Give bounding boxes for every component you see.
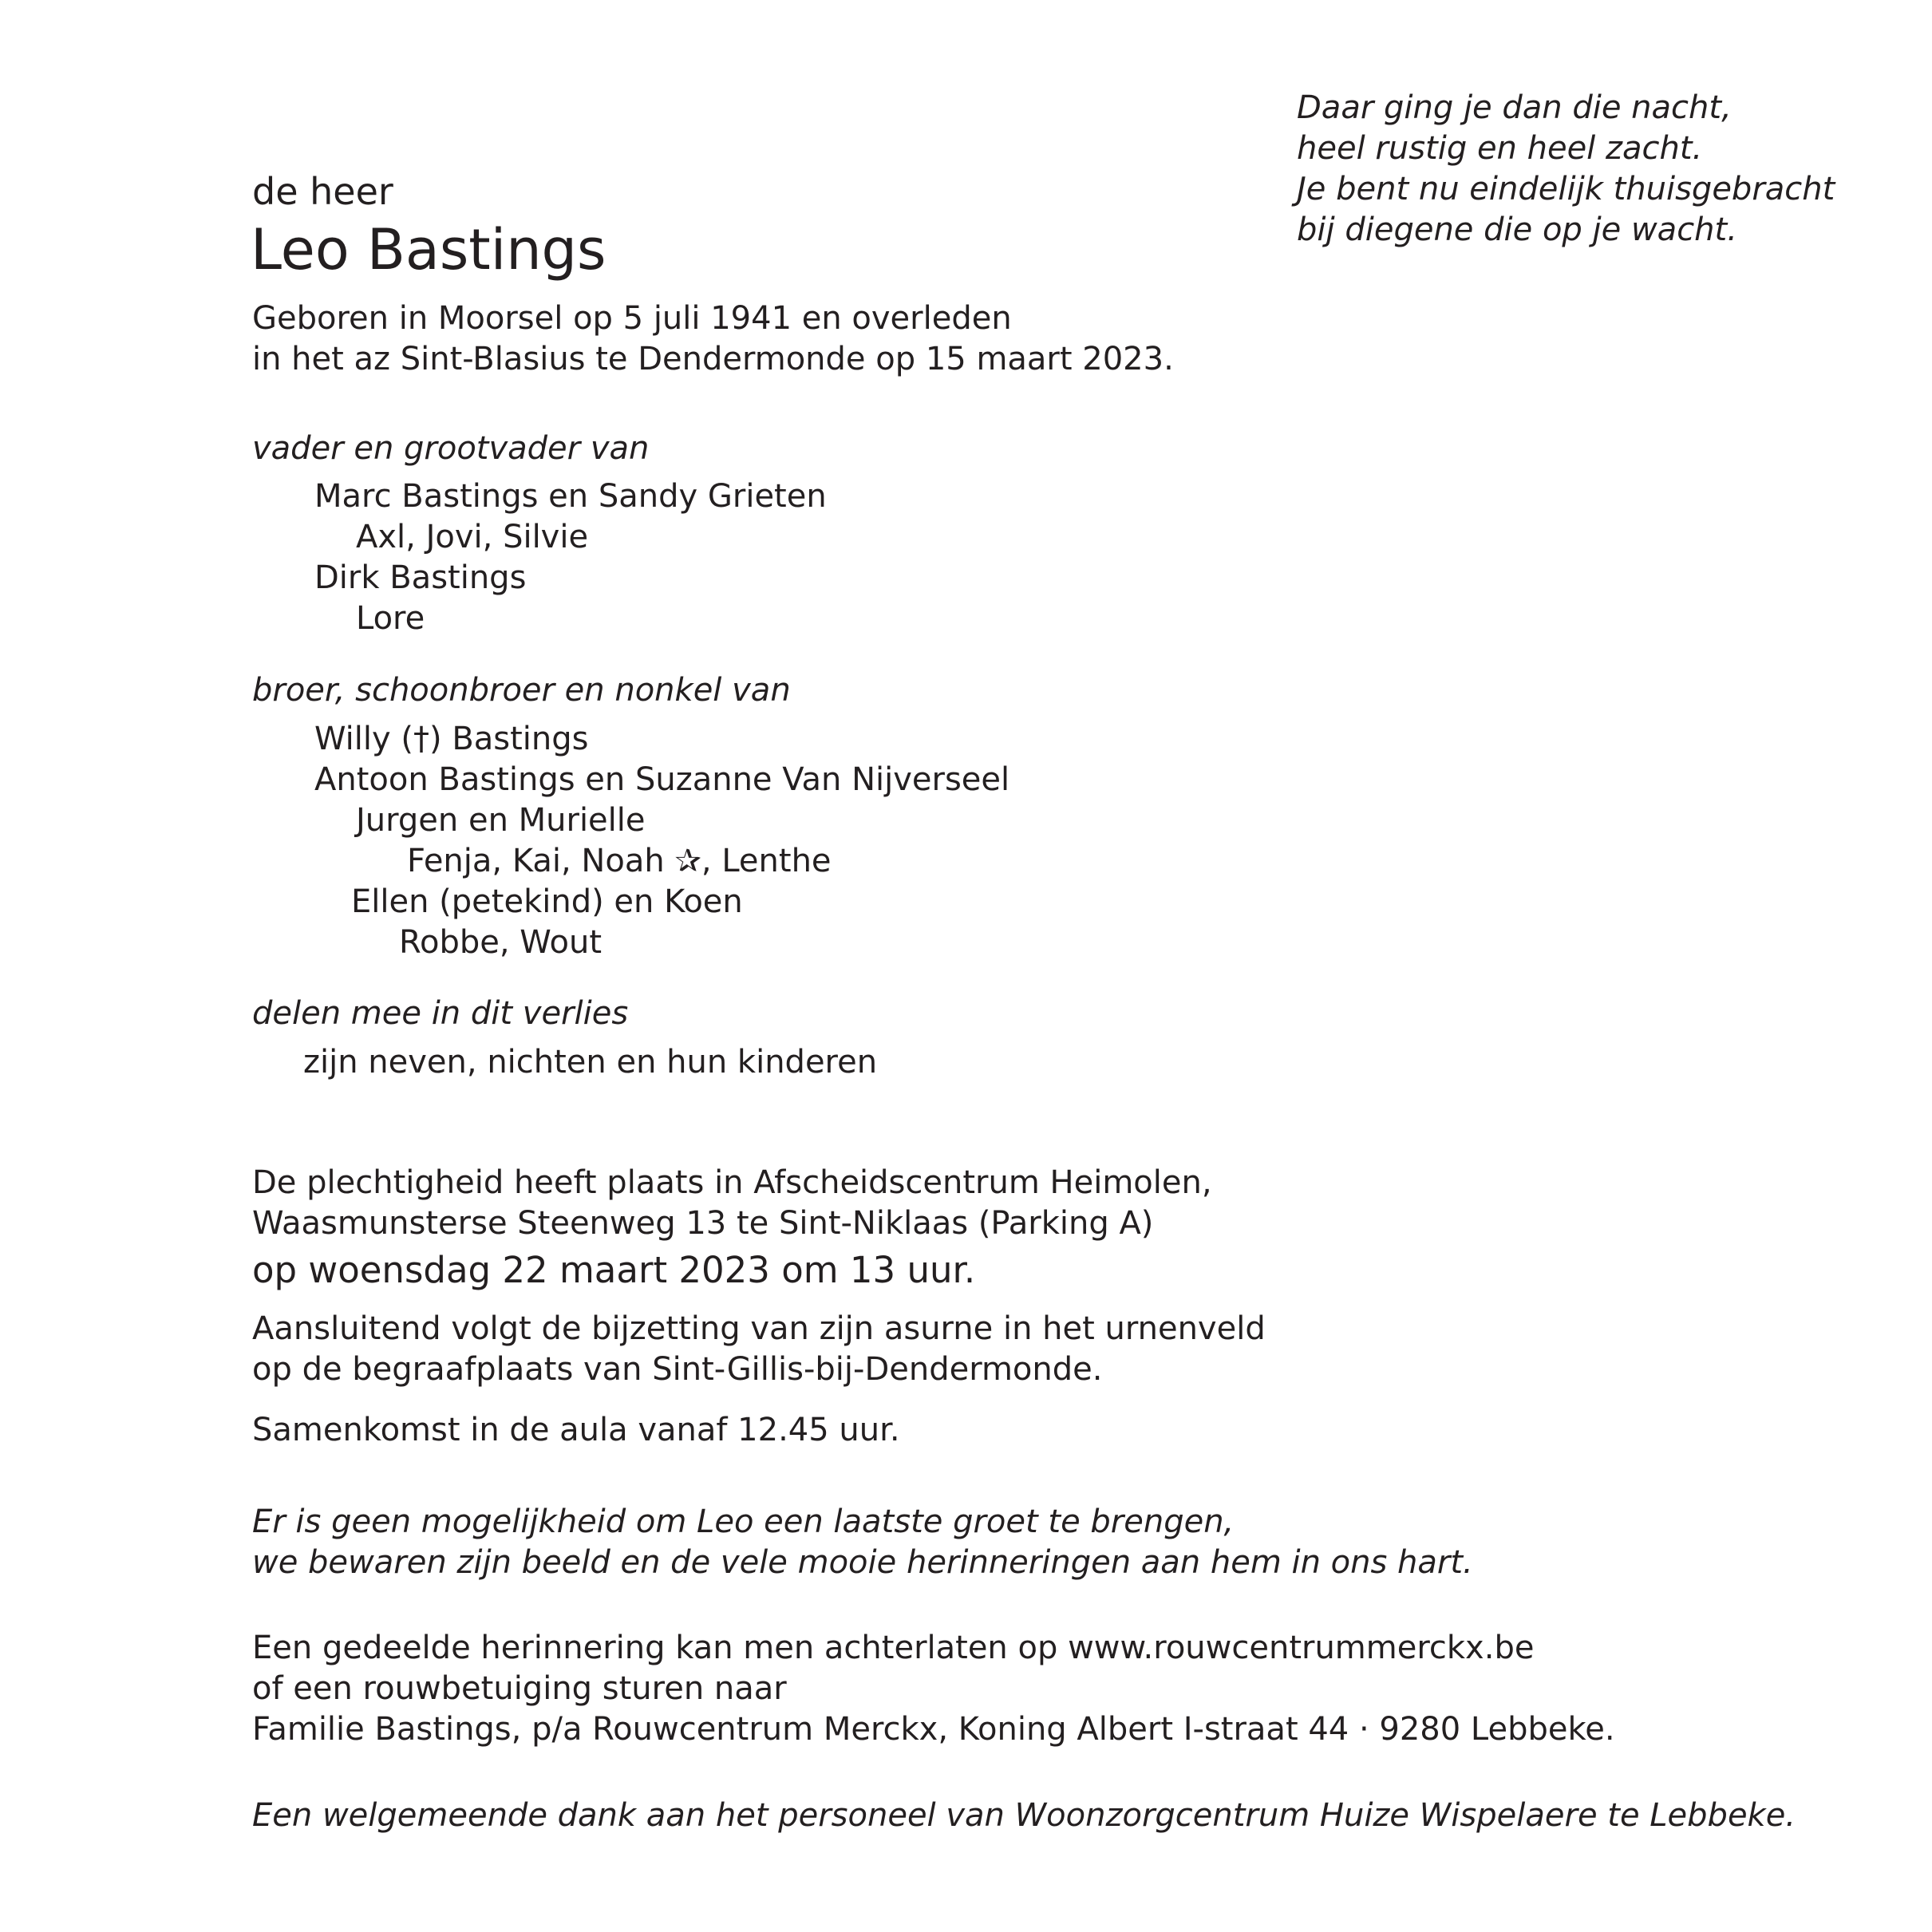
- condolence-line: Een gedeelde herinnering kan men achterlaten op www.rouwcentrummerckx.be: [252, 1630, 1535, 1666]
- condolence-address: Familie Bastings, p/a Rouwcentrum Merckx, Koning Albert I-straat 44 · 9280 Lebbeke.: [252, 1711, 1615, 1748]
- thanks-note: Een welgemeende dank aan het personeel van Woonzorgcentrum Huize Wispelaere te Lebbeke.: [252, 1797, 1796, 1834]
- death-line: in het az Sint-Blasius te Dendermonde op 15 maart 2023.: [252, 341, 1174, 377]
- family-line: Willy (†) Bastings: [314, 721, 589, 757]
- poem-line: bij diegene die op je wacht.: [1297, 211, 1737, 248]
- condolence-line: of een rouwbetuiging sturen naar: [252, 1670, 787, 1707]
- honorific: de heer: [252, 170, 393, 213]
- ceremony-date: op woensdag 22 maart 2023 om 13 uur.: [252, 1249, 976, 1291]
- section-heading-brother: broer, schoonbroer en nonkel van: [252, 672, 791, 709]
- no-viewing-note: [252, 1502, 1473, 1583]
- family-line: Lore: [356, 600, 425, 637]
- birth-line: Geboren in Moorsel op 5 juli 1941 en overleden: [252, 300, 1012, 337]
- gathering-info: Samenkomst in de aula vanaf 12.45 uur.: [252, 1412, 900, 1448]
- family-line: Jurgen en Murielle: [356, 802, 646, 839]
- poem-line: Je bent nu eindelijk thuisgebracht: [1297, 171, 1835, 207]
- ceremony-line: Waasmunsterse Steenweg 13 te Sint-Niklaas (Parking A): [252, 1205, 1154, 1242]
- section-heading-share: delen mee in dit verlies: [252, 995, 629, 1032]
- deceased-name: Leo Bastings: [251, 217, 606, 282]
- burial-line: Aansluitend volgt de bijzetting van zijn asurne in het urnenveld: [252, 1310, 1266, 1347]
- burial-info: [252, 1309, 1266, 1390]
- family-line: Fenja, Kai, Noah ✰, Lenthe: [407, 843, 832, 879]
- family-line: Antoon Bastings en Suzanne Van Nijverseel: [314, 761, 1010, 798]
- poem: [1297, 88, 1835, 251]
- condolence-info: [252, 1628, 1615, 1750]
- ceremony-line: De plechtigheid heeft plaats in Afscheidscentrum Heimolen,: [252, 1164, 1212, 1201]
- family-line: Ellen (petekind) en Koen: [351, 883, 743, 920]
- family-line: Axl, Jovi, Silvie: [356, 519, 589, 555]
- burial-line: op de begraafplaats van Sint-Gillis-bij-Dendermonde.: [252, 1351, 1103, 1388]
- family-line: Marc Bastings en Sandy Grieten: [314, 478, 827, 515]
- family-line: Dirk Bastings: [314, 559, 527, 596]
- no-viewing-line: Er is geen mogelijkheid om Leo een laatste groet te brengen,: [252, 1503, 1235, 1540]
- no-viewing-line: we bewaren zijn beeld en de vele mooie herinneringen aan hem in ons hart.: [252, 1544, 1473, 1581]
- poem-line: Daar ging je dan die nacht,: [1297, 89, 1732, 126]
- birth-death-info: [252, 298, 1174, 380]
- section-heading-father: vader en grootvader van: [252, 430, 650, 467]
- family-line: zijn neven, nichten en hun kinderen: [303, 1044, 878, 1081]
- poem-line: heel rustig en heel zacht.: [1297, 130, 1703, 167]
- family-line: Robbe, Wout: [399, 924, 603, 961]
- ceremony-info: [252, 1163, 1212, 1244]
